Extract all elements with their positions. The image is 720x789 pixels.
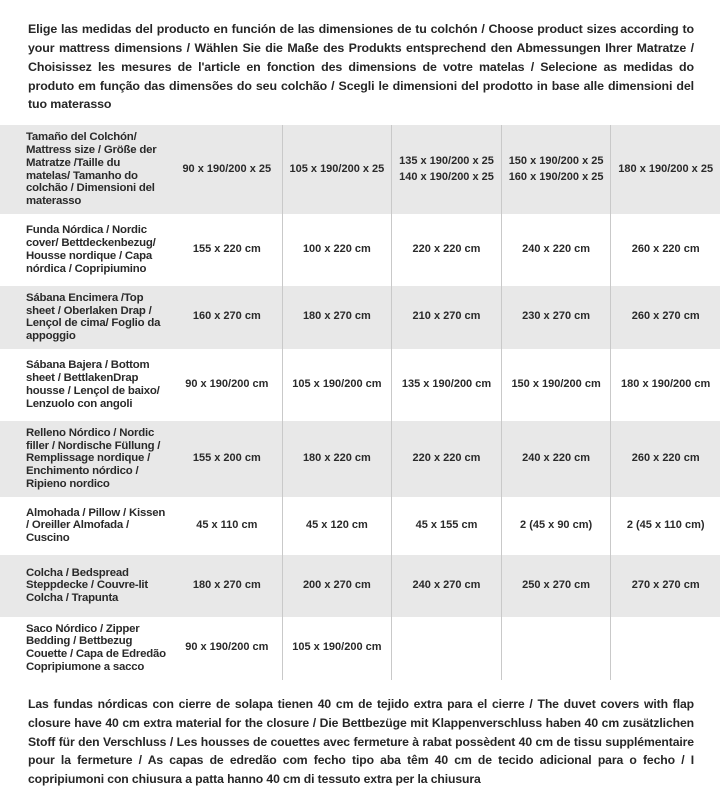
product-label-cell: Tamaño del Colchón/ Mattress size / Größe der Matratze /Taille du matelas/ Tamanho do colchão / Dimensioni del materasso xyxy=(26,131,157,208)
size-value-cell xyxy=(610,214,720,286)
size-value-cell xyxy=(501,349,611,421)
size-value-cell xyxy=(282,286,392,349)
size-value-line: 180 x 190/200 x 25 xyxy=(618,162,714,175)
size-value-line: 45 x 110 cm xyxy=(196,518,258,531)
product-label-cell: Sábana Bajera / Bottom sheet / BettlakenDrap housse / Lençol de baixo/ Lenzuolo con angoli xyxy=(26,359,160,410)
size-value-cell xyxy=(282,349,392,421)
size-value-line: 230 x 270 cm xyxy=(522,310,591,323)
size-value-cell xyxy=(282,497,392,555)
product-label-cell: Funda Nórdica / Nordic cover/ Bettdeckenbezug/ Housse nordique / Capa nórdica / Copripiumino xyxy=(26,224,156,275)
size-value-line: 135 x 190/200 x 25 xyxy=(399,154,494,167)
intro-paragraph: Elige las medidas del producto en función de las dimensiones de tu colchón / Choose product sizes according to your mattress dimensions / Wählen Sie die Maße des Produkts entsprechend den Abmessungen Ihrer Matratze / Choisissez les mesures de l'article en fonction des dimensions de votre matelas / Selecione as medidas do produto em função das dimensões do seu colchão / Scegli le dimensioni del prodotto in base alle dimensioni del tuo materasso xyxy=(28,22,694,112)
size-value-cell xyxy=(391,214,501,286)
size-value-cell xyxy=(282,617,392,680)
size-value-line: 220 x 220 cm xyxy=(412,242,481,255)
size-value-line: 45 x 120 cm xyxy=(306,518,368,531)
size-value-line: 240 x 220 cm xyxy=(522,242,591,255)
product-label-cell: Relleno Nórdico / Nordic filler / Nordische Füllung / Remplissage nordique / Enchimento nórdico / Ripieno nordico xyxy=(26,426,161,490)
size-value-line: 90 x 190/200 cm xyxy=(185,641,269,654)
size-value-cell xyxy=(610,349,720,421)
size-value-cell xyxy=(391,555,501,617)
size-value-line: 220 x 220 cm xyxy=(412,451,481,464)
size-value-line: 240 x 270 cm xyxy=(412,578,481,591)
table-row xyxy=(0,421,720,497)
size-value-line: 210 x 270 cm xyxy=(412,310,481,323)
table-row xyxy=(0,125,720,214)
size-value-cell xyxy=(282,125,392,214)
size-value-cell xyxy=(501,497,611,555)
size-value-cell xyxy=(391,421,501,497)
table-row xyxy=(0,497,720,555)
size-value-cell xyxy=(172,349,282,421)
size-value-cell xyxy=(282,555,392,617)
size-value-line: 140 x 190/200 x 25 xyxy=(399,170,494,183)
size-value-cell xyxy=(172,497,282,555)
size-value-line: 200 x 270 cm xyxy=(302,578,371,591)
size-value-line: 260 x 220 cm xyxy=(631,451,700,464)
product-label-cell: Colcha / Bedspread Steppdecke / Couvre-lit Colcha / Trapunta xyxy=(26,566,148,605)
size-value-cell xyxy=(610,555,720,617)
size-value-line: 180 x 190/200 cm xyxy=(621,377,711,390)
size-value-cell xyxy=(282,214,392,286)
size-value-cell xyxy=(391,497,501,555)
size-value-line: 45 x 155 cm xyxy=(415,518,478,531)
size-value-cell xyxy=(172,214,282,286)
table-row xyxy=(0,349,720,421)
size-value-line: 180 x 270 cm xyxy=(302,310,371,323)
size-value-line: 270 x 270 cm xyxy=(631,578,700,591)
size-value-line: 180 x 220 cm xyxy=(302,451,371,464)
size-value-line: 180 x 270 cm xyxy=(192,578,261,591)
size-value-cell xyxy=(391,286,501,349)
size-value-cell xyxy=(501,555,611,617)
table-row xyxy=(0,286,720,349)
size-value-cell xyxy=(501,421,611,497)
product-label-cell: Saco Nórdico / Zipper Bedding / Bettbezug Couette / Capa de Edredão Copripiumone a sacco xyxy=(26,622,166,673)
size-value-line: 135 x 190/200 cm xyxy=(401,377,492,390)
size-value-cell xyxy=(501,286,611,349)
size-value-line: 150 x 190/200 cm xyxy=(511,377,601,390)
size-value-cell xyxy=(172,421,282,497)
size-value-cell xyxy=(501,617,611,680)
size-value-line: 155 x 220 cm xyxy=(192,242,261,255)
size-value-line: 240 x 220 cm xyxy=(522,451,591,464)
size-value-cell xyxy=(282,421,392,497)
size-value-line: 250 x 270 cm xyxy=(522,578,591,591)
size-value-cell xyxy=(172,286,282,349)
size-value-line: 150 x 190/200 x 25 xyxy=(508,154,604,167)
size-value-line: 90 x 190/200 cm xyxy=(185,377,269,390)
table-row xyxy=(0,214,720,286)
table-row xyxy=(0,617,720,680)
size-table xyxy=(0,125,720,680)
size-value-cell xyxy=(172,617,282,680)
size-value-cell xyxy=(172,125,282,214)
size-value-cell xyxy=(391,125,501,214)
size-value-cell xyxy=(501,214,611,286)
table-row xyxy=(0,555,720,617)
size-value-line: 2 (45 x 110 cm) xyxy=(626,518,705,531)
size-value-cell xyxy=(610,617,720,680)
size-value-line: 160 x 190/200 x 25 xyxy=(508,170,604,183)
footnote-paragraph: Las fundas nórdicas con cierre de solapa tienen 40 cm de tejido extra para el cierre / The duvet covers with flap closure have 40 cm extra material for the closure / Die Bettbezüge mit Klappenverschluss haben 40 cm zusätzlichen Stoff für den Verschluss / Les housses de couettes avec fermeture à rabat possèdent 40 cm de tissu supplémentaire pour la fermeture / As capas de edredão com fecho tipo aba têm 40 cm de tecido adicional para o fecho / I copripiumoni con chiusura a patta hanno 40 cm di tessuto extra per la chiusura xyxy=(28,696,694,787)
size-value-line: 2 (45 x 90 cm) xyxy=(520,518,593,531)
size-value-line: 260 x 270 cm xyxy=(631,310,700,323)
size-value-cell xyxy=(610,421,720,497)
size-value-cell xyxy=(391,349,501,421)
size-value-cell xyxy=(610,497,720,555)
size-value-line: 160 x 270 cm xyxy=(192,310,261,323)
size-value-line: 105 x 190/200 cm xyxy=(292,377,382,390)
size-value-line: 105 x 190/200 x 25 xyxy=(289,162,385,175)
size-value-line: 105 x 190/200 cm xyxy=(292,641,382,654)
product-label-cell: Almohada / Pillow / Kissen / Oreiller Almofada / Cuscino xyxy=(26,506,166,545)
size-value-cell xyxy=(172,555,282,617)
size-value-cell xyxy=(501,125,611,214)
size-value-line: 260 x 220 cm xyxy=(631,242,700,255)
size-value-cell xyxy=(610,286,720,349)
size-value-line: 90 x 190/200 x 25 xyxy=(182,162,272,175)
size-value-cell xyxy=(391,617,501,680)
size-value-line: 100 x 220 cm xyxy=(302,242,371,255)
size-value-line: 155 x 200 cm xyxy=(192,451,261,464)
size-value-cell xyxy=(610,125,720,214)
product-label-cell: Sábana Encimera /Top sheet / Oberlaken Drap / Lençol de cima/ Foglio da appoggio xyxy=(26,291,161,343)
